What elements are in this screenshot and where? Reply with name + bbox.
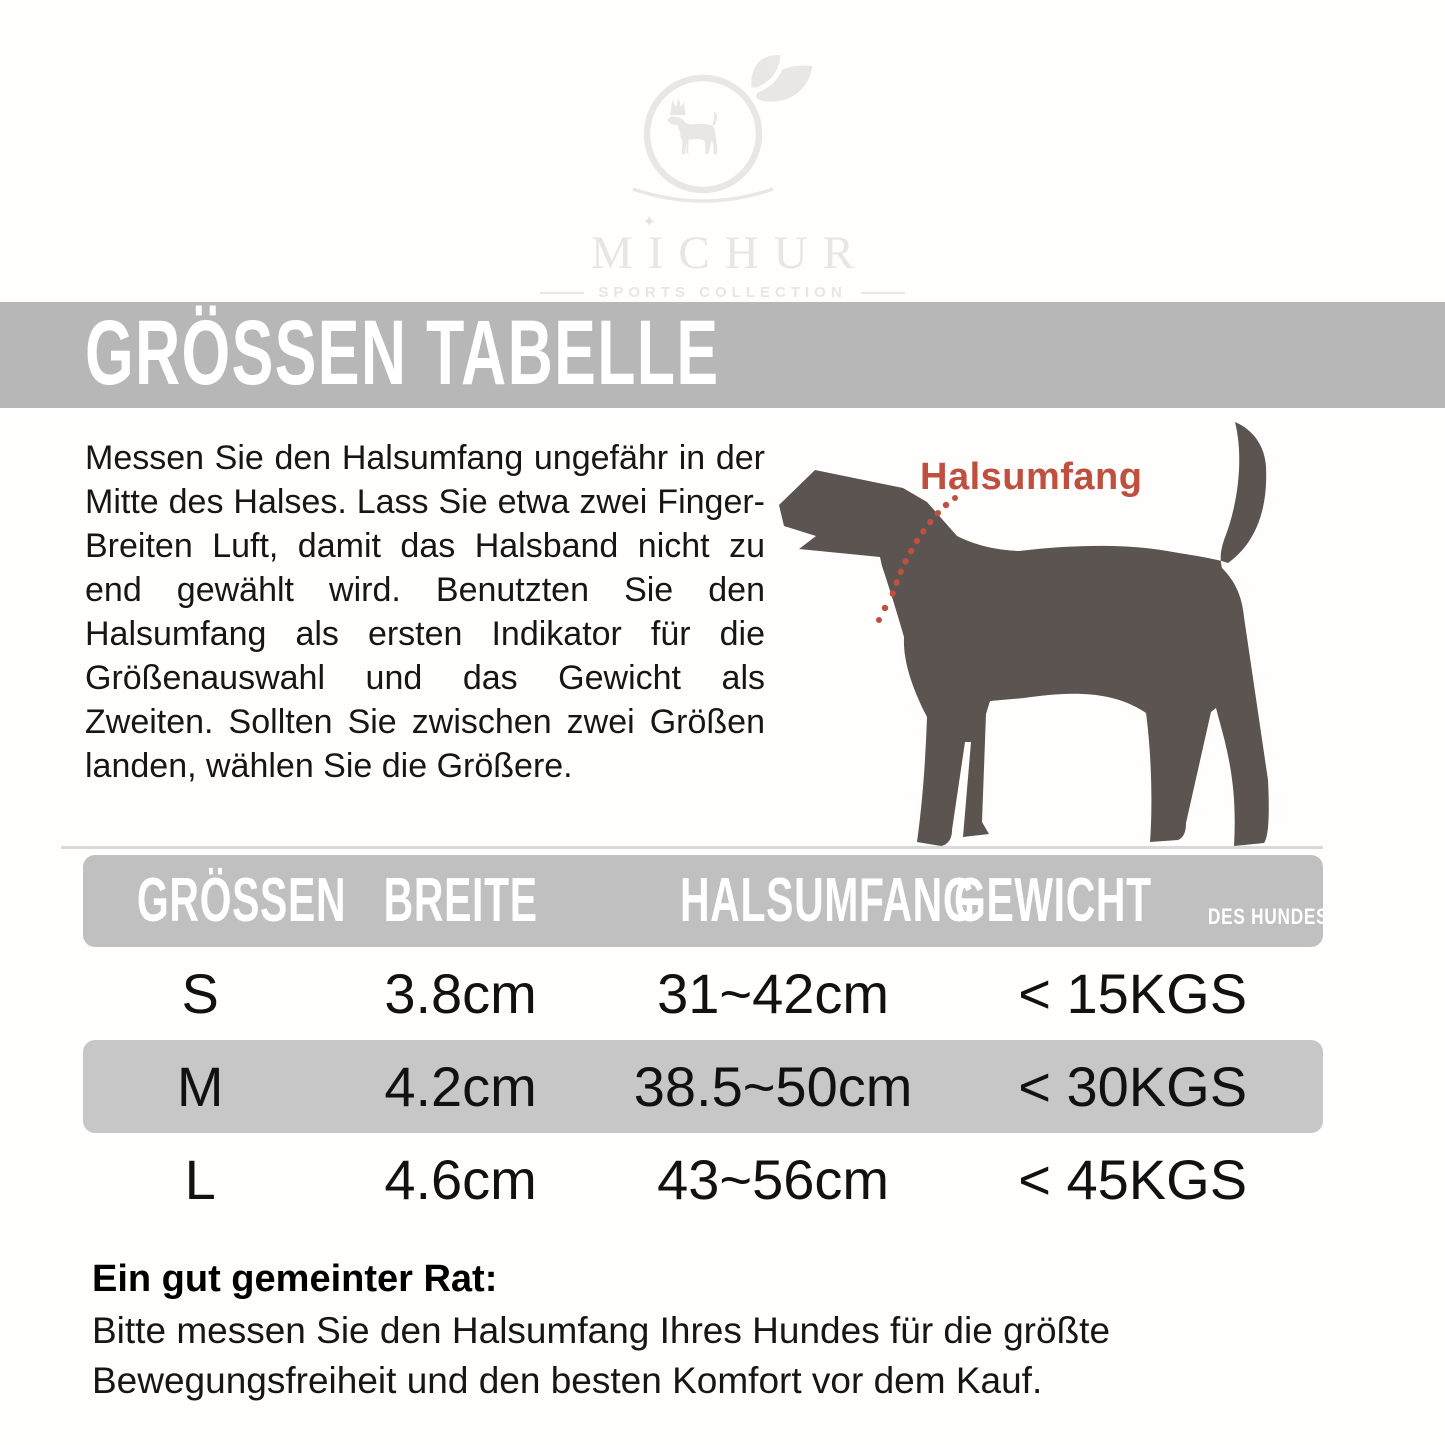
- header-gewicht-suffix: DES HUNDES: [1208, 904, 1329, 929]
- brand-name: MICHUR: [590, 227, 870, 279]
- advice-heading: Ein gut gemeinter Rat:: [92, 1258, 498, 1300]
- advice-text: Bitte messen Sie den Halsumfang Ihres Hundes für die größte Bewegungsfreiheit und den besten Komfort vor dem Kauf.: [92, 1310, 1111, 1401]
- table-header-row: [83, 855, 1329, 947]
- sparkle-icon: ✦: [642, 214, 656, 231]
- table-row-l: [83, 1133, 1323, 1226]
- measuring-instructions: Messen Sie den Halsumfang ungefähr in der Mitte des Halses. Lass Sie etwa zwei Finger-Breiten Luft, damit das Halsband nicht zu end gewählt wird. Benutzten Sie den Halsumfang als ersten Indikator für die Größenauswahl und das Gewicht als Zweiten. Sollten Sie zwischen zwei Größen landen, wählen Sie die Größere.: [85, 439, 765, 785]
- page-title-text: GRÖSSEN TABELLE: [85, 302, 720, 405]
- header-groessen: GRÖSSEN: [136, 866, 347, 935]
- cell-halsumfang: 38.5~50cm: [633, 1055, 913, 1118]
- cell-gewicht: < 45KGS: [1018, 1148, 1248, 1211]
- header-gewicht: GEWICHT DES HUNDES: [953, 866, 1329, 935]
- cell-breite: 3.8cm: [384, 962, 537, 1025]
- cell-size: S: [181, 962, 219, 1025]
- header-breite: BREITE: [383, 866, 538, 935]
- dog-icon: [667, 111, 717, 154]
- cell-size: M: [176, 1055, 224, 1118]
- size-table: [83, 855, 1329, 1226]
- header-halsumfang: HALSUMFANG: [679, 866, 976, 935]
- collar-dot: [882, 605, 888, 611]
- title-banner: [0, 302, 1445, 408]
- halsumfang-label: Halsumfang: [920, 456, 1143, 498]
- table-row-s: [83, 947, 1323, 1040]
- cell-gewicht: < 30KGS: [1018, 1055, 1248, 1118]
- cell-size: L: [184, 1148, 216, 1211]
- cell-breite: 4.6cm: [384, 1148, 537, 1211]
- collar-dot: [876, 617, 882, 623]
- page-title: [85, 302, 1018, 405]
- table-row-m: [83, 1040, 1323, 1133]
- table-top-rule: [61, 846, 1323, 849]
- brand-logo: [463, 52, 983, 301]
- brand-logo-mark: [603, 52, 843, 224]
- crown-icon: [670, 98, 686, 115]
- cell-halsumfang: 31~42cm: [657, 962, 890, 1025]
- cell-breite: 4.2cm: [384, 1055, 537, 1118]
- brand-tagline: SPORTS COLLECTION: [463, 284, 983, 301]
- cell-gewicht: < 15KGS: [1018, 962, 1248, 1025]
- collar-dot: [943, 502, 949, 508]
- dog-measurement-diagram: [775, 410, 1440, 850]
- cell-halsumfang: 43~56cm: [657, 1148, 890, 1211]
